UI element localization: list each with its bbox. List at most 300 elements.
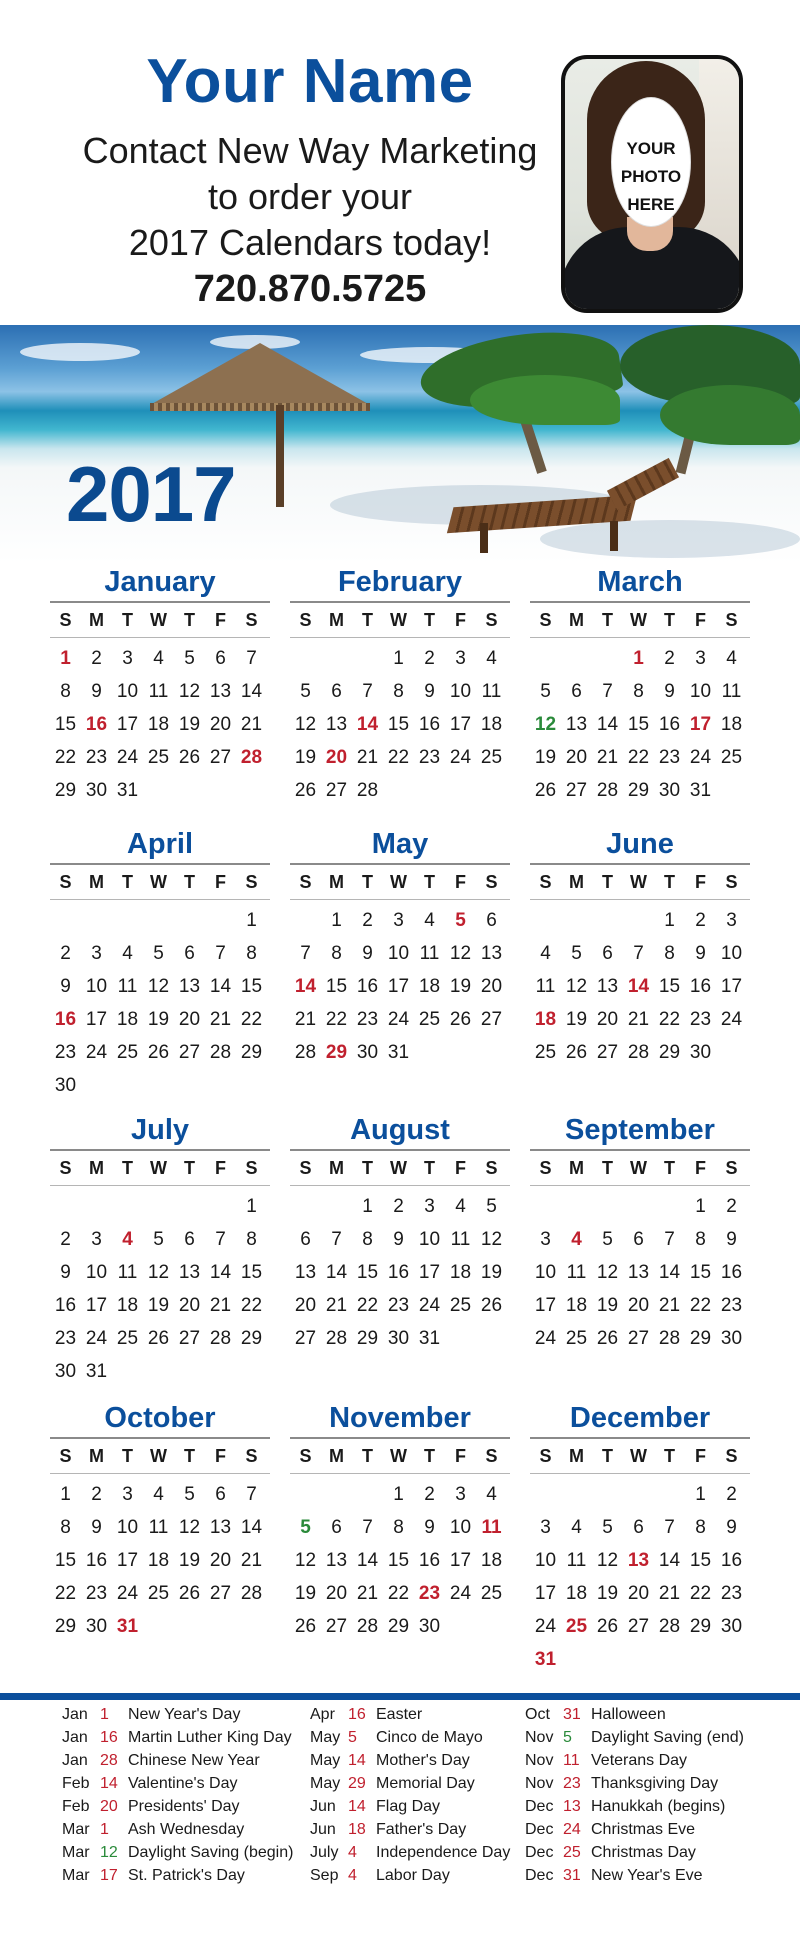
holiday-month: May xyxy=(310,1729,341,1746)
day-cell: 24 xyxy=(534,1616,557,1637)
day-cell: 13 xyxy=(178,1262,201,1283)
weekday-label: M xyxy=(329,872,344,892)
month-title: August xyxy=(350,1114,450,1146)
holiday-day: 31 xyxy=(563,1867,581,1884)
holiday-row xyxy=(62,1726,293,1749)
day-cell: 30 xyxy=(689,1042,712,1063)
weekday-header xyxy=(50,865,270,899)
holiday-month: Jan xyxy=(62,1706,88,1723)
day-cell: 9 xyxy=(362,943,373,964)
day-cell: 23 xyxy=(85,747,108,768)
day-cell: 18 xyxy=(449,1262,472,1283)
day-cell: 30 xyxy=(54,1075,77,1096)
contact-text xyxy=(40,128,580,266)
day-cell: 27 xyxy=(209,747,232,768)
holiday-row xyxy=(525,1864,744,1887)
day-cell: 6 xyxy=(300,1229,311,1250)
holiday-name: Chinese New Year xyxy=(128,1752,260,1769)
day-cell: 23 xyxy=(720,1295,743,1316)
day-cell: 2 xyxy=(424,1484,435,1505)
day-cell: 27 xyxy=(627,1328,650,1349)
day-cell: 10 xyxy=(534,1262,557,1283)
day-cell: 22 xyxy=(387,747,410,768)
day-cell: 20 xyxy=(325,747,348,768)
day-cell: 15 xyxy=(689,1262,712,1283)
day-cell: 29 xyxy=(356,1328,379,1349)
cloud xyxy=(20,343,140,361)
day-cell: 5 xyxy=(540,681,551,702)
empty-cell xyxy=(352,642,383,675)
day-cell: 23 xyxy=(658,747,681,768)
photo-text-line: PHOTO xyxy=(620,167,682,186)
day-cell: 10 xyxy=(85,976,108,997)
weekday-label: T xyxy=(602,872,613,892)
day-cell: 16 xyxy=(85,714,108,735)
day-cell: 20 xyxy=(480,976,503,997)
empty-cell xyxy=(143,1190,174,1223)
holiday-row xyxy=(310,1772,510,1795)
weekday-label: F xyxy=(455,1446,466,1466)
empty-cell xyxy=(290,1190,321,1223)
day-cell: 1 xyxy=(393,648,404,669)
day-cell: 26 xyxy=(565,1042,588,1063)
day-cell: 28 xyxy=(658,1328,681,1349)
holiday-row xyxy=(310,1818,510,1841)
day-cell: 28 xyxy=(240,1583,263,1604)
day-cell: 28 xyxy=(325,1328,348,1349)
day-cell: 12 xyxy=(534,714,557,735)
day-cell: 7 xyxy=(664,1229,675,1250)
day-cell: 7 xyxy=(362,681,373,702)
weekday-label: S xyxy=(485,1158,498,1178)
weekday-rule xyxy=(530,1473,750,1474)
holiday-name: Veterans Day xyxy=(591,1752,688,1769)
day-cell: 2 xyxy=(60,1229,71,1250)
weekday-header xyxy=(530,603,750,637)
day-cell: 19 xyxy=(449,976,472,997)
day-cell: 10 xyxy=(689,681,712,702)
weekday-label: S xyxy=(539,610,552,630)
weekday-label: S xyxy=(245,610,258,630)
day-cell: 2 xyxy=(91,648,102,669)
holiday-month: May xyxy=(310,1752,341,1769)
month-title: June xyxy=(606,828,674,860)
day-cell: 15 xyxy=(54,714,77,735)
day-cell: 3 xyxy=(540,1229,551,1250)
day-cell: 10 xyxy=(387,943,410,964)
weekday-label: T xyxy=(184,1446,195,1466)
holiday-row xyxy=(62,1795,293,1818)
holiday-row xyxy=(525,1703,744,1726)
holiday-row xyxy=(310,1749,510,1772)
day-cell: 14 xyxy=(294,976,317,997)
day-cell: 25 xyxy=(565,1616,588,1637)
day-cell: 22 xyxy=(689,1583,712,1604)
holiday-row xyxy=(525,1749,744,1772)
holiday-day: 12 xyxy=(100,1844,118,1861)
day-grid xyxy=(50,642,270,807)
day-cell: 3 xyxy=(91,943,102,964)
holiday-row xyxy=(525,1795,744,1818)
day-grid xyxy=(530,1478,750,1676)
day-cell: 5 xyxy=(602,1229,613,1250)
day-cell: 19 xyxy=(565,1009,588,1030)
empty-cell xyxy=(592,642,623,675)
holiday-row xyxy=(62,1749,293,1772)
day-cell: 20 xyxy=(627,1295,650,1316)
day-cell: 12 xyxy=(596,1262,619,1283)
holiday-day: 1 xyxy=(100,1821,109,1838)
holiday-month: Mar xyxy=(62,1821,90,1838)
holiday-name: New Year's Eve xyxy=(591,1867,703,1884)
day-cell: 2 xyxy=(664,648,675,669)
weekday-label: W xyxy=(150,872,167,892)
day-cell: 19 xyxy=(480,1262,503,1283)
weekday-label: T xyxy=(424,1446,435,1466)
day-cell: 28 xyxy=(356,780,379,801)
day-cell: 1 xyxy=(60,648,71,669)
month-title: January xyxy=(104,566,216,598)
palm-leaves-icon xyxy=(470,375,620,425)
day-cell: 30 xyxy=(720,1328,743,1349)
day-cell: 24 xyxy=(116,747,139,768)
day-cell: 2 xyxy=(695,910,706,931)
month-title: July xyxy=(130,1114,190,1146)
weekday-rule xyxy=(290,1185,510,1186)
name-heading: Your Name xyxy=(146,47,474,116)
day-cell: 20 xyxy=(209,714,232,735)
day-cell: 20 xyxy=(565,747,588,768)
weekday-header xyxy=(50,603,270,637)
weekday-label: T xyxy=(602,1158,613,1178)
day-cell: 21 xyxy=(658,1295,681,1316)
month-title: October xyxy=(104,1402,216,1434)
day-cell: 27 xyxy=(178,1328,201,1349)
day-cell: 13 xyxy=(294,1262,317,1283)
weekday-rule xyxy=(50,637,270,638)
header xyxy=(0,0,800,325)
day-cell: 31 xyxy=(418,1328,441,1349)
day-cell: 22 xyxy=(54,747,77,768)
day-cell: 5 xyxy=(153,1229,164,1250)
day-grid xyxy=(290,1478,510,1643)
day-cell: 6 xyxy=(331,1517,342,1538)
holiday-day: 23 xyxy=(563,1775,581,1792)
day-cell: 12 xyxy=(480,1229,503,1250)
day-cell: 15 xyxy=(240,976,263,997)
holiday-month: Dec xyxy=(525,1867,554,1884)
day-cell: 29 xyxy=(54,1616,77,1637)
holiday-day: 28 xyxy=(100,1752,118,1769)
day-cell: 13 xyxy=(325,714,348,735)
day-cell: 3 xyxy=(91,1229,102,1250)
empty-cell xyxy=(321,1478,352,1511)
month-september xyxy=(530,1111,750,1355)
month-title: February xyxy=(337,566,463,598)
weekday-label: M xyxy=(569,610,584,630)
day-cell: 6 xyxy=(331,681,342,702)
weekday-label: T xyxy=(602,610,613,630)
day-cell: 26 xyxy=(480,1295,503,1316)
day-cell: 9 xyxy=(695,943,706,964)
weekday-label: T xyxy=(122,1446,133,1466)
day-cell: 7 xyxy=(215,943,226,964)
day-grid xyxy=(530,904,750,1069)
holiday-row xyxy=(525,1841,744,1864)
day-cell: 28 xyxy=(240,747,263,768)
weekday-label: S xyxy=(245,1158,258,1178)
day-cell: 6 xyxy=(184,943,195,964)
holiday-row xyxy=(310,1726,510,1749)
day-cell: 2 xyxy=(393,1196,404,1217)
lounge-chair-leg xyxy=(480,523,488,553)
day-cell: 30 xyxy=(720,1616,743,1637)
day-cell: 16 xyxy=(720,1550,743,1571)
day-grid xyxy=(50,904,270,1102)
day-cell: 27 xyxy=(565,780,588,801)
day-cell: 17 xyxy=(116,714,139,735)
day-cell: 21 xyxy=(627,1009,650,1030)
empty-cell xyxy=(592,1478,623,1511)
day-cell: 18 xyxy=(418,976,441,997)
holiday-column xyxy=(62,1703,293,1887)
day-cell: 30 xyxy=(387,1328,410,1349)
holiday-name: Independence Day xyxy=(376,1844,511,1861)
day-cell: 19 xyxy=(147,1009,170,1030)
day-cell: 18 xyxy=(534,1009,557,1030)
day-cell: 10 xyxy=(449,1517,472,1538)
weekday-label: S xyxy=(245,1446,258,1466)
day-cell: 19 xyxy=(294,1583,317,1604)
weekday-rule xyxy=(50,1185,270,1186)
day-cell: 16 xyxy=(658,714,681,735)
empty-cell xyxy=(290,642,321,675)
weekday-rule xyxy=(530,637,750,638)
day-cell: 18 xyxy=(116,1295,139,1316)
day-cell: 3 xyxy=(540,1517,551,1538)
day-cell: 26 xyxy=(449,1009,472,1030)
weekday-header xyxy=(290,865,510,899)
day-cell: 19 xyxy=(534,747,557,768)
holiday-row xyxy=(525,1726,744,1749)
weekday-header xyxy=(50,1439,270,1473)
day-cell: 3 xyxy=(424,1196,435,1217)
holiday-month: Mar xyxy=(62,1844,90,1861)
day-cell: 10 xyxy=(85,1262,108,1283)
empty-cell xyxy=(654,1478,685,1511)
day-cell: 11 xyxy=(117,1262,138,1283)
day-cell: 11 xyxy=(450,1229,471,1250)
holiday-name: Thanksgiving Day xyxy=(591,1775,719,1792)
day-cell: 14 xyxy=(356,1550,379,1571)
day-cell: 22 xyxy=(627,747,650,768)
day-cell: 23 xyxy=(689,1009,712,1030)
month-november xyxy=(290,1399,510,1643)
day-cell: 27 xyxy=(480,1009,503,1030)
day-cell: 12 xyxy=(565,976,588,997)
weekday-label: W xyxy=(150,1446,167,1466)
day-cell: 7 xyxy=(664,1517,675,1538)
day-cell: 9 xyxy=(664,681,675,702)
holiday-name: Ash Wednesday xyxy=(128,1821,245,1838)
day-cell: 23 xyxy=(85,1583,108,1604)
day-cell: 23 xyxy=(720,1583,743,1604)
weekday-label: F xyxy=(695,610,706,630)
day-grid xyxy=(290,1190,510,1355)
day-cell: 20 xyxy=(294,1295,317,1316)
empty-cell xyxy=(81,904,112,937)
day-cell: 17 xyxy=(85,1009,108,1030)
day-cell: 3 xyxy=(122,648,133,669)
weekday-label: S xyxy=(59,1158,72,1178)
day-cell: 19 xyxy=(178,1550,201,1571)
holiday-name: Martin Luther King Day xyxy=(128,1729,292,1746)
weekday-label: T xyxy=(362,872,373,892)
weekday-rule xyxy=(530,1185,750,1186)
day-grid xyxy=(290,904,510,1069)
day-cell: 18 xyxy=(147,714,170,735)
day-cell: 9 xyxy=(60,976,71,997)
day-cell: 21 xyxy=(240,1550,263,1571)
weekday-label: S xyxy=(245,872,258,892)
day-cell: 14 xyxy=(209,976,232,997)
day-cell: 16 xyxy=(689,976,712,997)
day-cell: 2 xyxy=(424,648,435,669)
weekday-label: W xyxy=(630,610,647,630)
day-cell: 18 xyxy=(480,1550,503,1571)
day-cell: 31 xyxy=(689,780,712,801)
day-cell: 8 xyxy=(633,681,644,702)
divider xyxy=(0,1693,800,1700)
day-cell: 14 xyxy=(658,1550,681,1571)
weekday-label: W xyxy=(150,1158,167,1178)
month-title: March xyxy=(597,566,683,598)
empty-cell xyxy=(50,1190,81,1223)
weekday-label: M xyxy=(329,1158,344,1178)
holiday-month: Jun xyxy=(310,1798,336,1815)
holiday-column xyxy=(310,1703,510,1887)
photo-text-line: YOUR xyxy=(626,139,676,158)
day-cell: 7 xyxy=(633,943,644,964)
weekday-label: T xyxy=(122,1158,133,1178)
day-cell: 22 xyxy=(240,1009,263,1030)
day-cell: 18 xyxy=(720,714,743,735)
day-cell: 2 xyxy=(362,910,373,931)
weekday-label: T xyxy=(362,610,373,630)
day-cell: 15 xyxy=(356,1262,379,1283)
day-cell: 1 xyxy=(246,910,257,931)
day-cell: 17 xyxy=(720,976,743,997)
empty-cell xyxy=(530,1478,561,1511)
weekday-label: S xyxy=(299,1158,312,1178)
day-cell: 21 xyxy=(356,1583,379,1604)
day-cell: 4 xyxy=(571,1229,582,1250)
day-cell: 20 xyxy=(627,1583,650,1604)
holiday-day: 17 xyxy=(100,1867,118,1884)
month-august xyxy=(290,1111,510,1355)
empty-cell xyxy=(50,904,81,937)
day-cell: 24 xyxy=(720,1009,743,1030)
weekday-label: M xyxy=(569,1446,584,1466)
empty-cell xyxy=(321,642,352,675)
day-cell: 31 xyxy=(85,1361,108,1382)
day-cell: 4 xyxy=(153,1484,164,1505)
day-cell: 21 xyxy=(325,1295,348,1316)
weekday-label: M xyxy=(89,1158,104,1178)
day-cell: 29 xyxy=(658,1042,681,1063)
weekday-header xyxy=(530,1151,750,1185)
weekday-label: F xyxy=(215,610,226,630)
day-cell: 24 xyxy=(85,1328,108,1349)
day-cell: 29 xyxy=(325,1042,348,1063)
holiday-day: 29 xyxy=(348,1775,366,1792)
day-cell: 5 xyxy=(184,1484,195,1505)
day-cell: 9 xyxy=(91,681,102,702)
day-cell: 31 xyxy=(116,780,139,801)
weekday-header xyxy=(290,1151,510,1185)
day-cell: 12 xyxy=(147,1262,170,1283)
day-cell: 11 xyxy=(535,976,556,997)
day-cell: 29 xyxy=(54,780,77,801)
month-title: May xyxy=(371,828,429,860)
day-cell: 4 xyxy=(153,648,164,669)
day-cell: 22 xyxy=(356,1295,379,1316)
holiday-name: Labor Day xyxy=(376,1867,450,1884)
day-cell: 5 xyxy=(153,943,164,964)
holiday-day: 11 xyxy=(563,1752,580,1769)
holiday-day: 25 xyxy=(563,1844,581,1861)
weekday-label: T xyxy=(184,1158,195,1178)
holiday-row xyxy=(62,1841,293,1864)
weekday-label: M xyxy=(329,1446,344,1466)
day-cell: 28 xyxy=(658,1616,681,1637)
holiday-name: Christmas Eve xyxy=(591,1821,696,1838)
day-cell: 29 xyxy=(689,1328,712,1349)
day-cell: 4 xyxy=(455,1196,466,1217)
day-cell: 15 xyxy=(387,714,410,735)
day-cell: 30 xyxy=(418,1616,441,1637)
day-cell: 13 xyxy=(627,1550,650,1571)
holiday-month: Jun xyxy=(310,1821,336,1838)
day-cell: 15 xyxy=(627,714,650,735)
day-cell: 19 xyxy=(596,1295,619,1316)
day-cell: 20 xyxy=(209,1550,232,1571)
day-cell: 25 xyxy=(534,1042,557,1063)
day-cell: 21 xyxy=(209,1009,232,1030)
weekday-label: T xyxy=(184,610,195,630)
day-cell: 17 xyxy=(85,1295,108,1316)
beach-banner xyxy=(0,325,800,563)
weekday-label: M xyxy=(329,610,344,630)
holiday-day: 4 xyxy=(348,1867,357,1884)
day-cell: 5 xyxy=(300,1517,311,1538)
day-cell: 17 xyxy=(116,1550,139,1571)
day-cell: 14 xyxy=(596,714,619,735)
day-cell: 9 xyxy=(424,1517,435,1538)
day-cell: 3 xyxy=(455,648,466,669)
day-cell: 29 xyxy=(387,1616,410,1637)
day-cell: 24 xyxy=(85,1042,108,1063)
empty-cell xyxy=(290,1478,321,1511)
day-cell: 30 xyxy=(85,1616,108,1637)
holiday-name: Presidents' Day xyxy=(128,1798,240,1815)
empty-cell xyxy=(174,904,205,937)
day-cell: 12 xyxy=(294,714,317,735)
day-grid xyxy=(530,1190,750,1355)
holiday-name: Valentine's Day xyxy=(128,1775,238,1792)
weekday-label: T xyxy=(424,872,435,892)
holiday-name: Mother's Day xyxy=(376,1752,470,1769)
